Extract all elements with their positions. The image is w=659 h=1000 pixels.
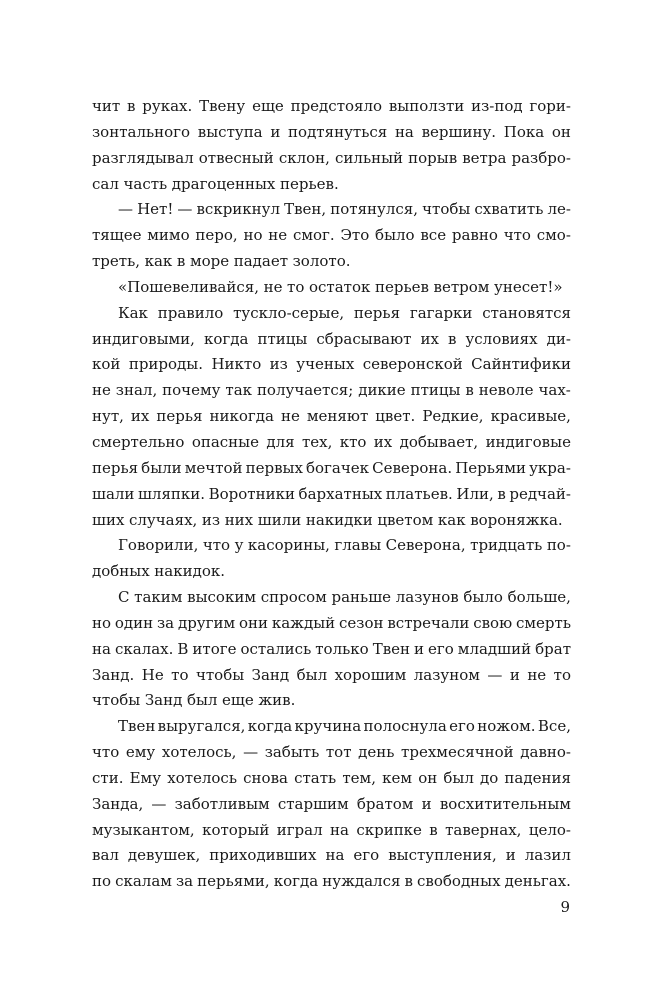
text-line: треть, как в море падает золото.: [92, 252, 351, 271]
text-line: индиговыми, когда птицы сбрасывают их в условиях ди-: [92, 329, 571, 348]
text-line: по скалам за перьями, когда нуждался в свободных деньгах.: [92, 872, 571, 891]
text-line: ших случаях, из них шили накидки цветом как вороняжка.: [92, 510, 563, 529]
text-line: Твен выругался, когда кручина полоснула его ножом. Все,: [118, 717, 571, 736]
text-line: вал девушек, приходивших на его выступления, и лазил: [92, 846, 571, 865]
text-line: сал часть драгоценных перьев.: [92, 174, 339, 193]
body-text: [92, 94, 571, 895]
text-line: С таким высоким спросом раньше лазунов было больше,: [118, 588, 571, 607]
text-line: Занда, — заботливым старшим братом и восхитительным: [92, 794, 571, 813]
text-line: добных накидок.: [92, 562, 226, 581]
text-line: сти. Ему хотелось снова стать тем, кем он был до падения: [92, 768, 571, 787]
text-line: на скалах. В итоге остались только Твен и его младший брат: [92, 639, 571, 658]
text-line: смертельно опасные для тех, кто их добывает, индиговые: [92, 432, 571, 451]
text-line: нут, их перья никогда не меняют цвет. Редкие, красивые,: [92, 407, 571, 426]
text-line: не знал, почему так получается; дикие птицы в неволе чах-: [92, 381, 571, 400]
text-line: разглядывал отвесный склон, сильный порыв ветра разбро-: [92, 148, 571, 167]
text-line: шали шляпки. Воротники бархатных платьев. Или, в редчай-: [92, 484, 571, 503]
text-line: чит в руках. Твену еще предстояло выползти из-под гори-: [92, 97, 571, 115]
text-line: перья были мечтой первых богачек Северона. Перьями укра-: [92, 458, 571, 477]
text-line: — Нет! — вскрикнул Твен, потянулся, чтобы схватить ле-: [118, 200, 571, 219]
text-line: зонтального выступа и подтянуться на вершину. Пока он: [92, 122, 571, 141]
text-line: «Пошевеливайся, не то остаток перьев ветром унесет!»: [118, 277, 563, 296]
text-line: Говорили, что у касорины, главы Северона, тридцать по-: [118, 536, 571, 555]
text-line: Занд. Не то чтобы Занд был хорошим лазуном — и не то: [92, 665, 571, 684]
text-line: что ему хотелось, — забыть тот день трехмесячной давно-: [92, 743, 571, 762]
text-line: но один за другим они каждый сезон встречали свою смерть: [92, 613, 571, 632]
text-line: музыкантом, который играл на скрипке в тавернах, цело-: [92, 820, 571, 839]
text-line: тящее мимо перо, но не смог. Это было все равно что смо-: [92, 226, 571, 245]
page-number: 9: [560, 898, 570, 916]
text-line: кой природы. Никто из ученых северонской Сайнтифики: [92, 355, 571, 374]
text-line: Как правило тускло-серые, перья гагарки становятся: [118, 303, 571, 322]
text-line: чтобы Занд был еще жив.: [92, 691, 296, 710]
